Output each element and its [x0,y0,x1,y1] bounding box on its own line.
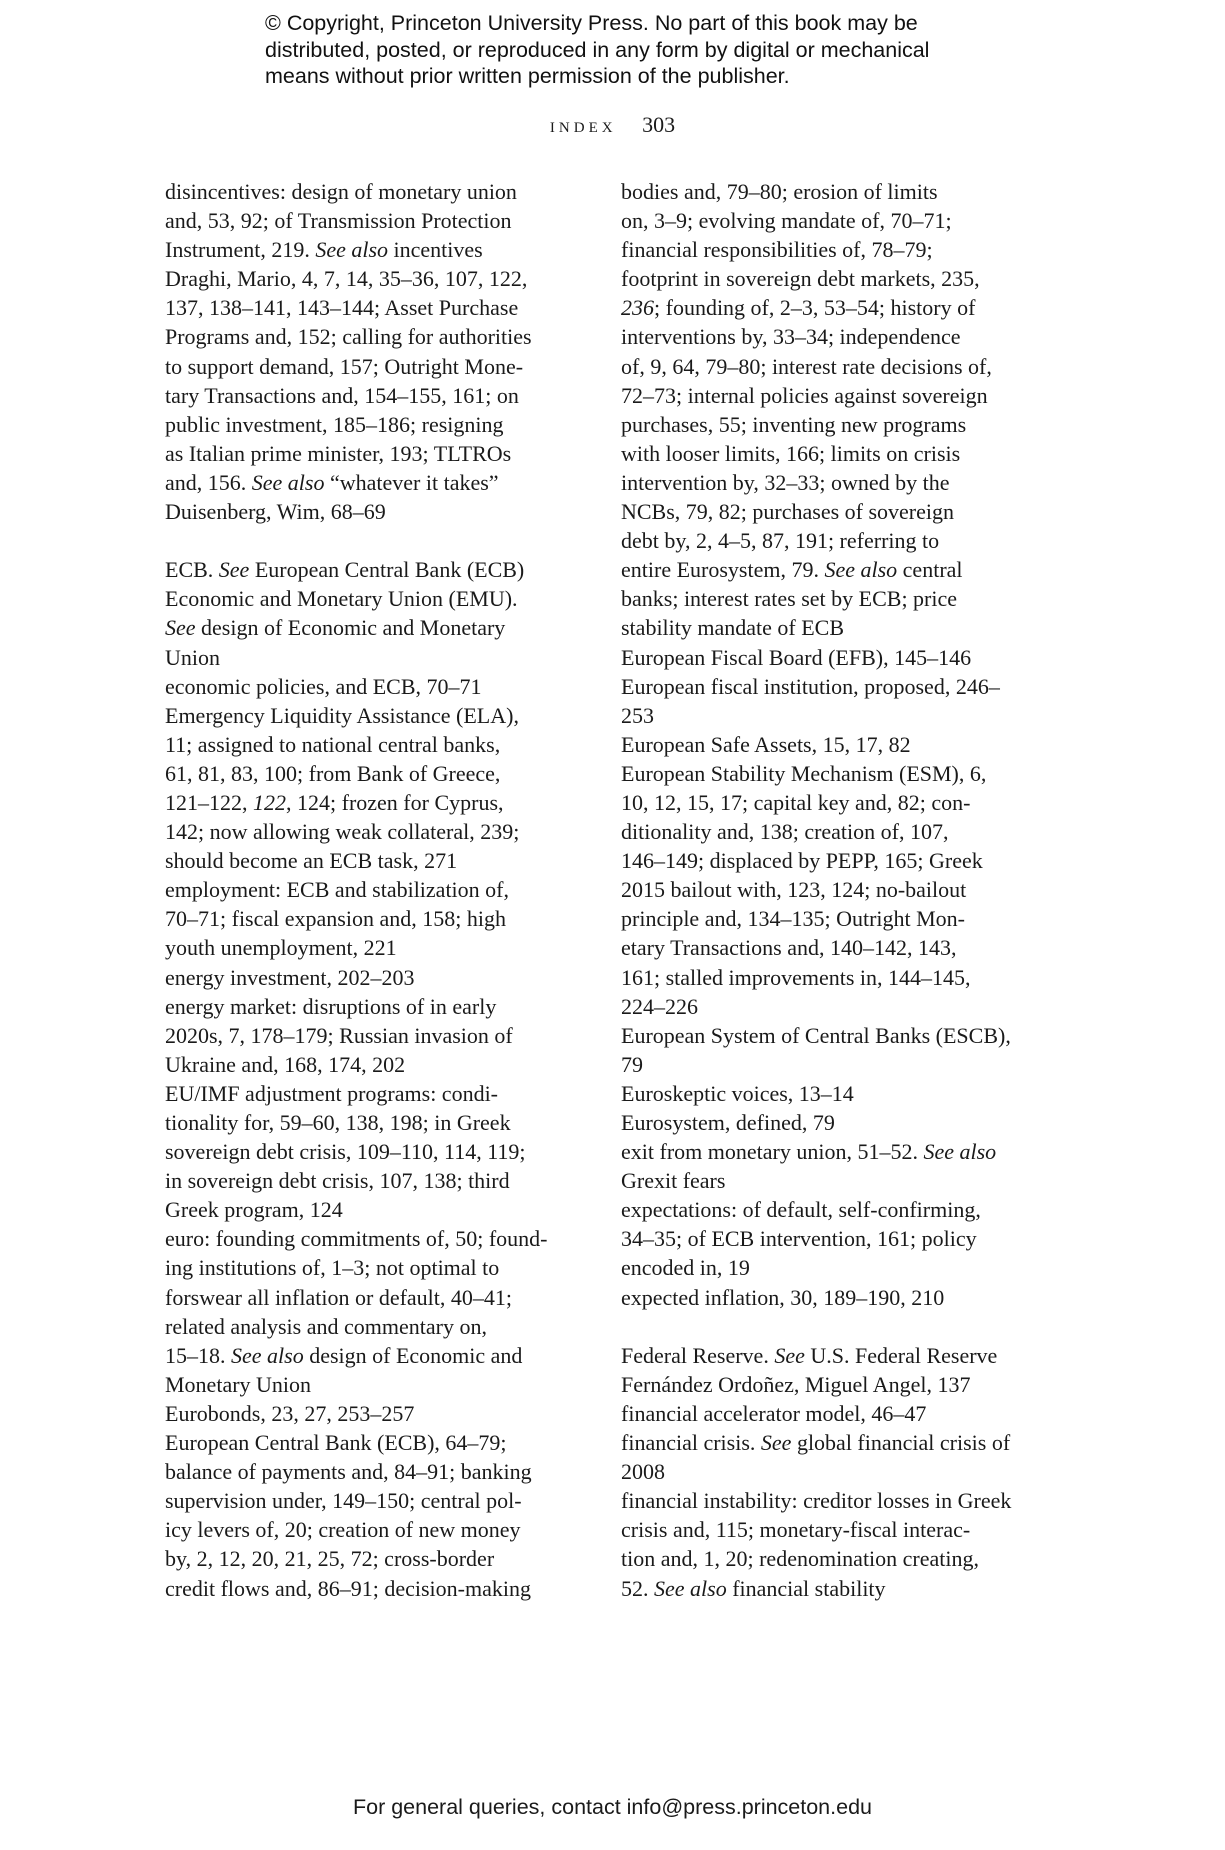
running-head [0,112,1225,138]
index-entry-line: European Central Bank (ECB), 64–79; [165,1430,507,1456]
index-entry [621,730,1041,759]
index-entry-line: bodies and, 79–80; erosion of limits [621,179,938,204]
running-head-label: index [549,112,617,137]
copyright-notice [265,10,1025,90]
index-entry-line: 137, 138–141, 143–144; Asset Purchase [165,295,519,321]
index-entry-line: Euroskeptic voices, 13–14 [621,1080,854,1106]
index-entry-line: etary Transactions and, 140–142, 143, [621,935,957,961]
index-entry-line: stability mandate of ECB [621,615,845,641]
index-entry [165,1224,585,1399]
index-entry-line: Monetary Union [165,1371,312,1397]
index-entry-line: balance of payments and, 84–91; banking [165,1459,532,1485]
index-entry [165,497,585,526]
index-entry [165,1079,585,1224]
index-entry-line: of, 9, 64, 79–80; interest rate decisions of, [621,353,992,379]
index-entry-line: intervention by, 32–33; owned by the [621,469,950,495]
index-entry-line: disincentives: design of monetary union [165,179,517,204]
index-entry [165,1428,585,1603]
index-entry-line: ECB. See European Central Bank (ECB) [165,557,525,583]
index-entry-line: public investment, 185–186; resigning [165,411,504,437]
index-entry-line: sovereign debt crisis, 109–110, 114, 119; [165,1139,526,1165]
index-entry [165,1399,585,1428]
index-entry-line: supervision under, 149–150; central pol- [165,1488,522,1514]
index-entry-line: 11; assigned to national central banks, [165,731,501,757]
index-entry-line: 72–73; internal policies against sovereign [621,382,988,408]
index-entry-line: EU/IMF adjustment programs: condi- [165,1080,499,1106]
index-entry-line: Economic and Monetary Union (EMU). [165,586,518,612]
index-entry-line: with looser limits, 166; limits on crisis [621,440,961,466]
index-entry-line: 121–122, 122, 124; frozen for Cyprus, [165,789,504,815]
index-entry-line: youth unemployment, 221 [165,935,397,961]
index-entry [165,672,585,701]
index-entry [621,1021,1041,1079]
index-entry-line: 79 [621,1051,643,1077]
index-entry [165,264,585,497]
index-entry-line: Federal Reserve. See U.S. Federal Reserve [621,1342,998,1368]
index-entry-line: entire Eurosystem, 79. See also central [621,557,963,583]
index-entry [621,1370,1041,1399]
page-number: 303 [642,112,676,137]
index-entry-line: 2008 [621,1459,665,1485]
index-entry-line: expectations: of default, self-confirming, [621,1197,981,1223]
index-entry [621,1486,1041,1602]
index-entry [165,992,585,1079]
index-entry-line: NCBs, 79, 82; purchases of sovereign [621,499,955,525]
index-entry-line: debt by, 2, 4–5, 87, 191; referring to [621,528,940,554]
index-entry-line: Greek program, 124 [165,1197,343,1223]
index-entry-line: as Italian prime minister, 193; TLTROs [165,440,512,466]
index-entry-line: in sovereign debt crisis, 107, 138; third [165,1168,510,1194]
index-entry-line: tionality for, 59–60, 138, 198; in Greek [165,1110,511,1135]
index-entry-line: 161; stalled improvements in, 144–145, [621,964,971,990]
index-entry-line: 52. See also financial stability [621,1575,886,1601]
index-entry-line: Ukraine and, 168, 174, 202 [165,1051,406,1077]
index-entry-line: ditionality and, 138; creation of, 107, [621,819,949,845]
index-entry [165,584,585,671]
index-entry [621,1195,1041,1282]
index-entry [621,643,1041,672]
index-entry-line: economic policies, and ECB, 70–71 [165,673,482,699]
index-entry [165,875,585,962]
index-entry-line: financial crisis. See global financial crisis of [621,1430,1011,1456]
index-entry-line: 70–71; fiscal expansion and, 158; high [165,906,506,932]
index-entry-line: Fernández Ordoñez, Miguel Angel, 137 [621,1371,971,1397]
index-entry-line: banks; interest rates set by ECB; price [621,586,958,612]
index-entry-line: Duisenberg, Wim, 68–69 [165,499,386,525]
index-entry [165,701,585,876]
index-entry-line: 10, 12, 15, 17; capital key and, 82; con- [621,789,971,815]
index-entry [621,1137,1041,1195]
index-entry-line: 236; founding of, 2–3, 53–54; history of [621,295,976,321]
copyright-line: means without prior written permission of the publisher. [265,64,790,88]
index-entry-line: 34–35; of ECB intervention, 161; policy [621,1226,977,1252]
index-entry-line: Draghi, Mario, 4, 7, 14, 35–36, 107, 122, [165,266,528,292]
index-entry-line: See design of Economic and Monetary [165,615,506,641]
index-entry-line: European Safe Assets, 15, 17, 82 [621,731,911,757]
index-entry-line: icy levers of, 20; creation of new money [165,1517,521,1543]
index-entry-line: 253 [621,702,654,728]
index-entry-line: Eurobonds, 23, 27, 253–257 [165,1400,415,1426]
index-entry-line: financial instability: creditor losses in Greek [621,1488,1012,1514]
index-entry-line: purchases, 55; inventing new programs [621,411,967,437]
index-entry-line: European fiscal institution, proposed, 246– [621,673,1000,699]
index-entry-line: principle and, 134–135; Outright Mon- [621,906,966,932]
index-column-right [621,177,1041,1603]
copyright-line: distributed, posted, or reproduced in any form by digital or mechanical [265,37,930,62]
index-entry-line: credit flows and, 86–91; decision-making [165,1575,531,1601]
index-entry-line: encoded in, 19 [621,1255,750,1281]
index-entry-line: to support demand, 157; Outright Mone- [165,353,524,379]
index-entry-line: financial accelerator model, 46–47 [621,1400,927,1426]
index-entry-line: Programs and, 152; calling for authorities [165,324,532,350]
index-entry-line: 146–149; displaced by PEPP, 165; Greek [621,848,983,874]
index-entry-line: on, 3–9; evolving mandate of, 70–71; [621,208,952,234]
index-entry-line: 15–18. See also design of Economic and [165,1342,523,1368]
index-entry [621,1108,1041,1137]
index-entry [621,759,1041,1021]
index-entry-line: Instrument, 219. See also incentives [165,237,483,263]
index-column-left [165,177,585,1603]
index-entry-line: Grexit fears [621,1168,726,1194]
index-entry-line: forswear all inflation or default, 40–41; [165,1284,513,1310]
entry-gap [165,526,585,555]
index-entry-line: tion and, 1, 20; redenomination creating, [621,1546,980,1572]
index-entry-line: 2015 bailout with, 123, 124; no-bailout [621,877,967,903]
index-entry-line: and, 156. See also “whatever it takes” [165,469,499,495]
index-entry [621,1079,1041,1108]
index-entry-line: Emergency Liquidity Assistance (ELA), [165,702,519,728]
index-entry-line: European Fiscal Board (EFB), 145–146 [621,644,972,670]
index-entry-line: 2020s, 7, 178–179; Russian invasion of [165,1022,513,1048]
index-entry [621,1399,1041,1428]
index-entry-line: financial responsibilities of, 78–79; [621,237,933,263]
index-entry-line: interventions by, 33–34; independence [621,324,961,350]
footer-contact: For general queries, contact info@press.princeton.edu [352,1795,872,1819]
index-entry-line: should become an ECB task, 271 [165,848,458,874]
index-entry-line: energy market: disruptions of in early [165,993,497,1019]
index-entry-line: European Stability Mechanism (ESM), 6, [621,760,987,786]
index-entry-line: exit from monetary union, 51–52. See also [621,1139,997,1165]
index-entry-line: Union [165,644,220,670]
index-entry-line: 61, 81, 83, 100; from Bank of Greece, [165,760,501,786]
index-entry-line: ing institutions of, 1–3; not optimal to [165,1255,500,1281]
index-entry-line: by, 2, 12, 20, 21, 25, 72; cross-border [165,1546,495,1572]
index-entry-line: footprint in sovereign debt markets, 235, [621,266,980,292]
index-entry [621,1428,1041,1486]
index-entry-line: European System of Central Banks (ESCB), [621,1022,1011,1048]
index-entry-line: expected inflation, 30, 189–190, 210 [621,1284,945,1310]
index-entry [621,1341,1041,1370]
index-entry-line: and, 53, 92; of Transmission Protection [165,208,512,234]
index-entry-line: energy investment, 202–203 [165,964,415,990]
index-entry-line: Eurosystem, defined, 79 [621,1110,835,1135]
index-entry [621,1283,1041,1312]
index-entry-line: euro: founding commitments of, 50; found- [165,1226,548,1252]
copyright-line: © Copyright, Princeton University Press. No part of this book may be [265,11,918,35]
index-entry-line: tary Transactions and, 154–155, 161; on [165,382,519,408]
index-entry-line: 224–226 [621,993,698,1019]
index-entry [165,963,585,992]
entry-gap [621,1312,1041,1341]
index-entry [165,555,585,584]
index-entry-line: employment: ECB and stabilization of, [165,877,509,903]
index-entry-line: related analysis and commentary on, [165,1313,487,1339]
index-entry [621,672,1041,730]
index-entry [165,177,585,264]
index-entry-line: 142; now allowing weak collateral, 239; [165,819,520,845]
index-entry-continued [621,177,1041,643]
index-entry-line: crisis and, 115; monetary-fiscal interac- [621,1517,971,1543]
